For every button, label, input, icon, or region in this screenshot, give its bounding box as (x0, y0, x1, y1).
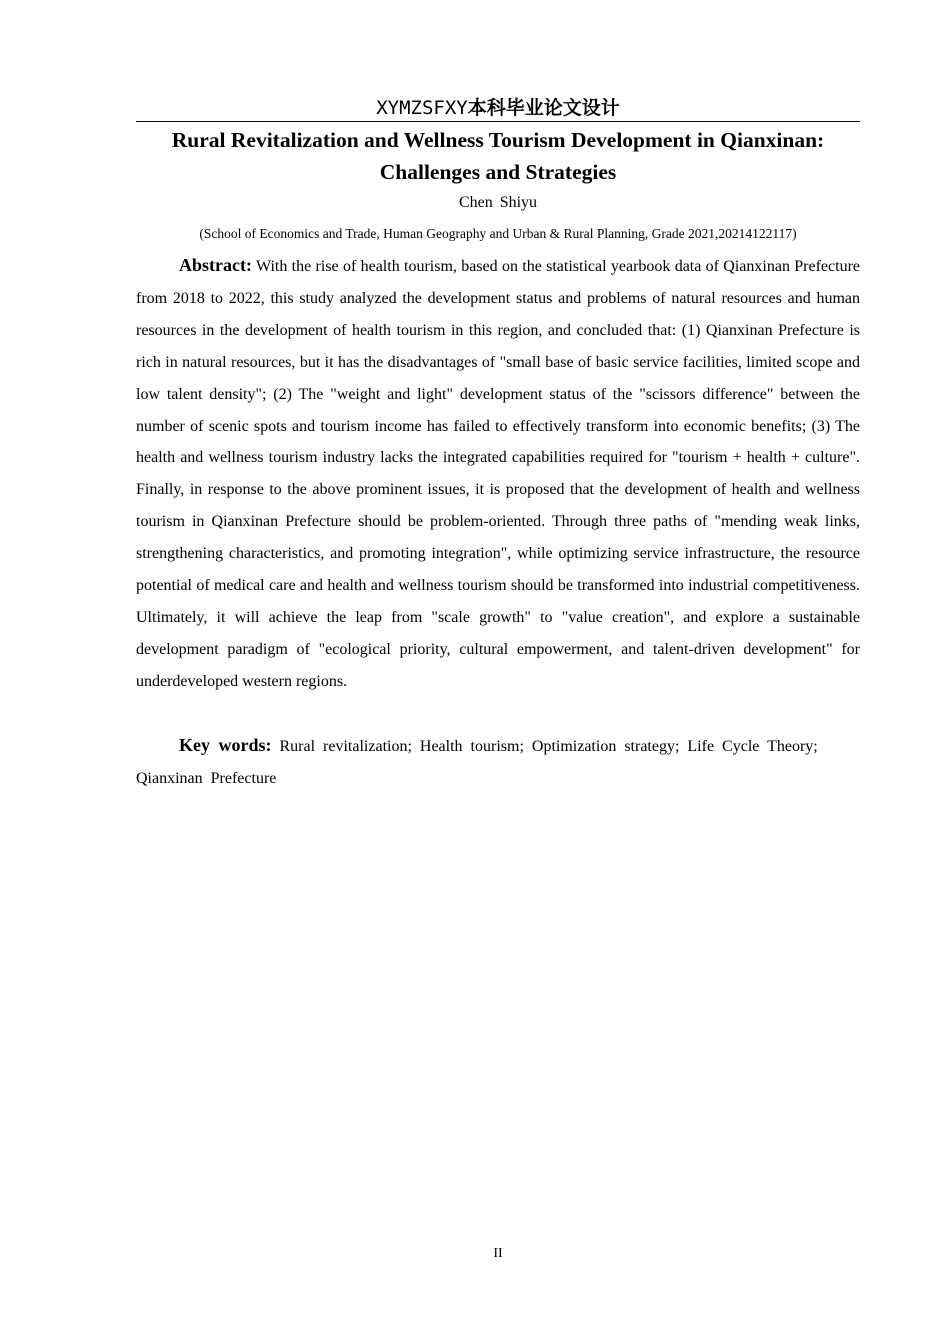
abstract-paragraph (136, 250, 860, 698)
paper-title-line-2: Challenges and Strategies (379, 160, 617, 184)
document-page (136, 0, 860, 1344)
paper-title (136, 124, 860, 188)
keywords-text: Rural revitalization; Health tourism; Optimization strategy; Life Cycle Theory; Qianxinan Prefecture (136, 738, 818, 787)
keywords-paragraph (136, 729, 860, 795)
abstract-text: With the rise of health tourism, based on the statistical yearbook data of Qianxinan Prefecture from 2018 to 2022, this study analyzed the development status and problems of natural resources and human resources in the development of health tourism in this region, and concluded that: (1) Qianxinan Prefecture is rich in natural resources, but it has the disadvantages of "small base of basic service facilities, limited scope and low talent density"; (2) The "weight and light" development status of the "scissors difference" between the number of scenic spots and tourism income has failed to effectively transform into economic benefits; (3) The health and wellness tourism industry lacks the integrated capabilities required for "tourism + health + culture". Finally, in response to the above prominent issues, it is proposed that the development of health and wellness tourism in Qianxinan Prefecture should be problem-oriented. Through three paths of "mending weak links, strengthening characteristics, and promoting integration", while optimizing service infrastructure, the resource potential of medical care and health and wellness tourism should be transformed into industrial competitiveness. Ultimately, it will achieve the leap from "scale growth" to "value creation", and explore a sustainable development paradigm of "ecological priority, cultural empowerment, and talent-driven development" for underdeveloped western regions. (136, 258, 860, 690)
header-institution-code: XYMZSFXY (376, 97, 468, 119)
page-number: II (493, 1246, 503, 1261)
abstract-label: Abstract: (179, 255, 252, 275)
paper-title-line-1: Rural Revitalization and Wellness Tourism Development in Qianxinan: (171, 128, 825, 152)
author-affiliation: (School of Economics and Trade, Human Geography and Urban & Rural Planning, Grade 2021,20214122117) (199, 226, 797, 241)
running-header (136, 93, 860, 122)
keywords-label: Key words: (179, 735, 272, 755)
author-name: Chen Shiyu (458, 194, 538, 211)
header-thesis-label: 本科毕业论文设计 (467, 97, 620, 119)
